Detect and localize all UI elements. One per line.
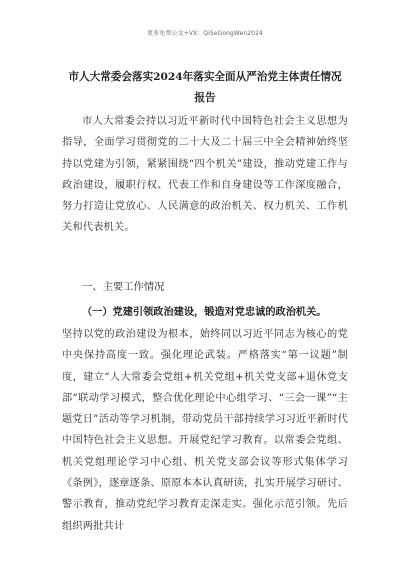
- subsection-heading: （一）党建引领政治建设，锻造对党忠诚的政治机关。: [82, 306, 327, 318]
- body-paragraph: 坚持以党的政治建设为根本，始终同以习近平同志为核心的党中央保持高度一致。强化理论武装。严格落实“第一议题”制度，建立“人大常委会党组+机关党组+机关党支部+退休党支部”联动学习模式，整合优化理论中心组学习、“三会一课”“主题党日”活动等学习机制，带动党员干部持续学习习近平新时代中国特色社会主义思想。开展党纪学习教育。以常委会党组、机关党组理论学习中心组、机关党支部会议等形式集体学习《条例》，逐章逐条、原原本本认真研读，扎实开展学习研讨、警示教育，推动党纪学习教育走深走实。强化示范引领。先后组织两批共计: [62, 329, 348, 532]
- intro-paragraph: 市人大常委会持以习近平新时代中国特色社会主义思想为指导，全面学习贯彻党的二十大及二十届三中全会精神始终坚持以党建为引领，紧紧围绕“四个机关”建设，推动党建工作与政治建设，履职行权、代表工作和自身建设等工作深度融合，努力打造让党放心、人民满意的政治机关、权力机关、工作机关和代表机关。: [62, 116, 348, 234]
- watermark-text: 更多免费公文+VX：QiSeGongWen2024: [147, 30, 263, 37]
- document-title: 市人大常委会落实2024年落实全面从严治党主体责任情况: [68, 71, 342, 83]
- section-heading: 一、主要工作情况: [82, 281, 165, 293]
- document-title-continued: 报告: [194, 92, 216, 104]
